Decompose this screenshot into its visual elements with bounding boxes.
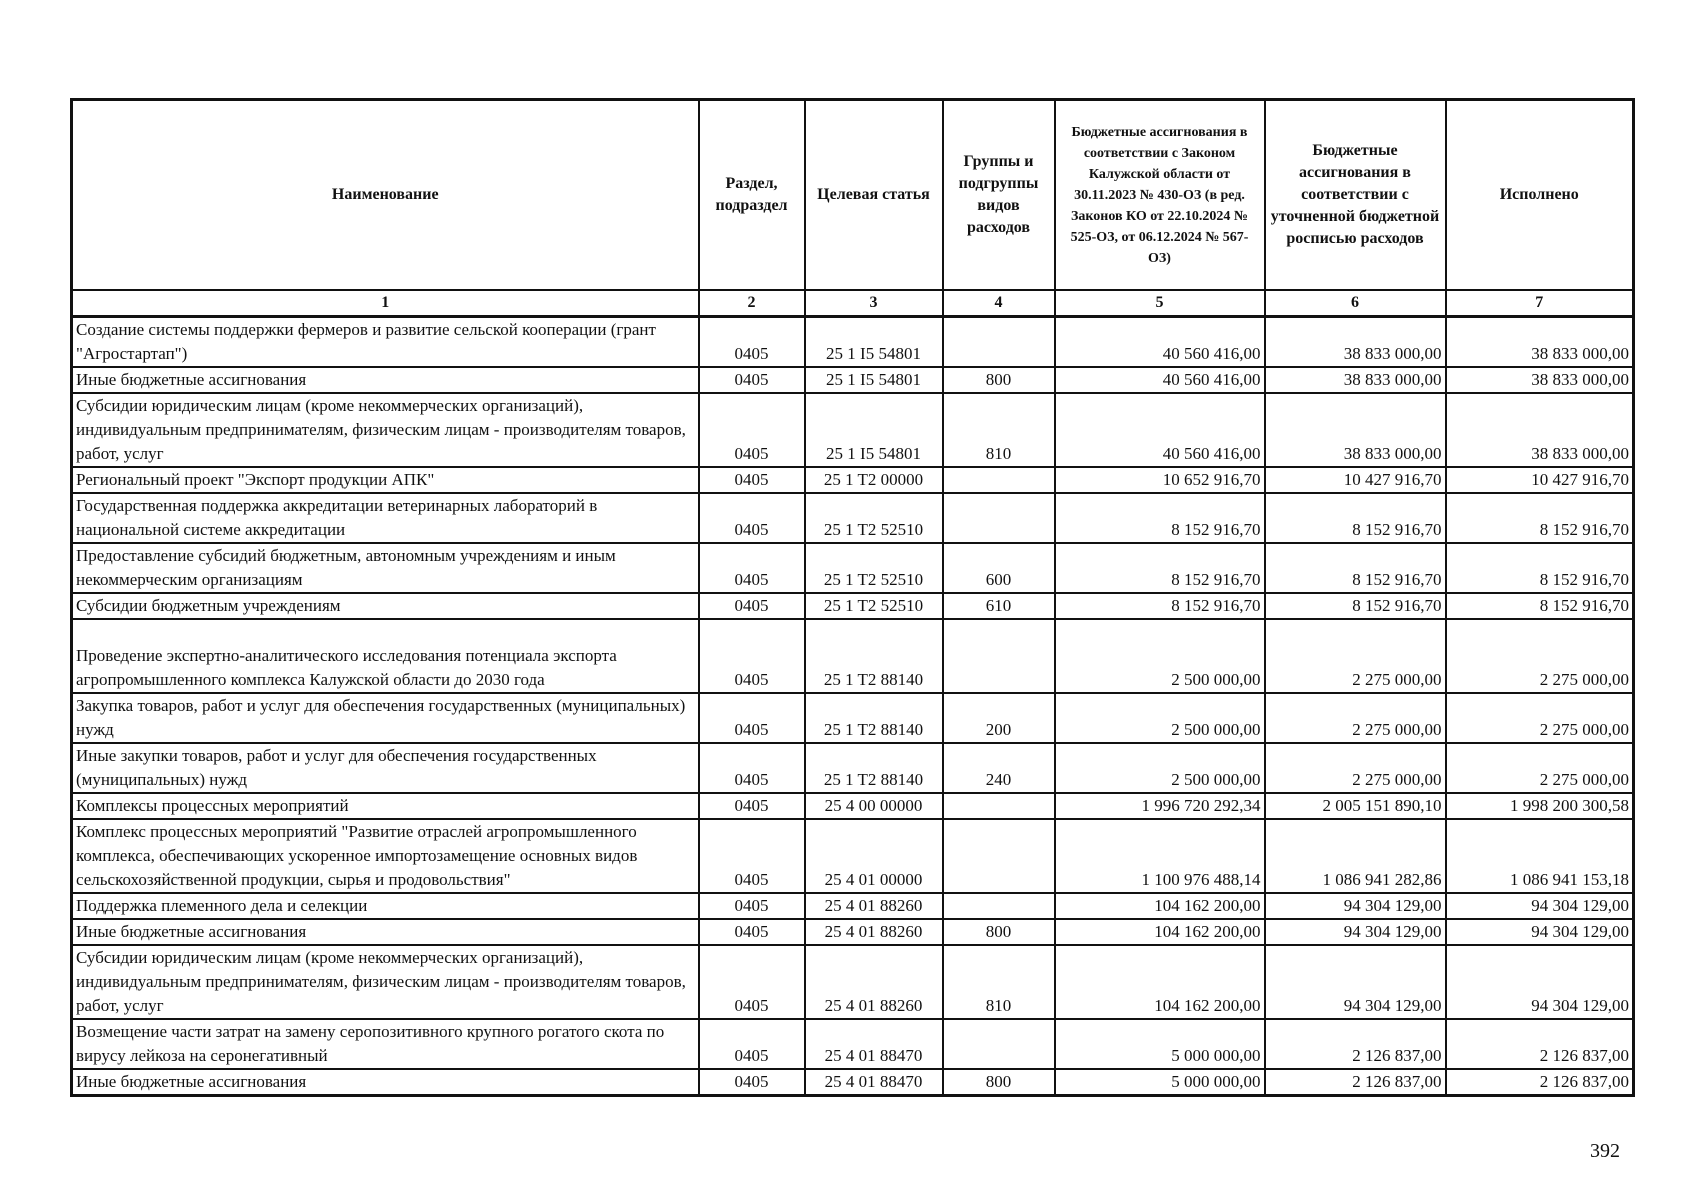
table-row <box>72 317 1634 368</box>
header-executed: Исполнено <box>1446 100 1634 291</box>
column-number: 4 <box>943 290 1055 317</box>
row-executed-amount-cell: 8 152 916,70 <box>1446 493 1634 543</box>
row-group-cell: 240 <box>943 743 1055 793</box>
row-refined-amount-cell: 8 152 916,70 <box>1265 543 1446 593</box>
row-article-cell: 25 4 01 88260 <box>805 945 943 1019</box>
row-article-cell: 25 4 01 88260 <box>805 893 943 919</box>
row-article-cell: 25 1 T2 52510 <box>805 543 943 593</box>
row-executed-amount-cell: 2 126 837,00 <box>1446 1069 1634 1096</box>
row-refined-amount-cell: 10 427 916,70 <box>1265 467 1446 493</box>
row-name-cell: Комплекс процессных мероприятий "Развитие отраслей агропромышленного комплекса, обеспечивающих ускоренное импортозамещение основных видов сельскохозяйственной продукции, сырья и продовольствия" <box>72 819 699 893</box>
row-law-amount-cell: 8 152 916,70 <box>1055 593 1265 619</box>
header-name: Наименование <box>72 100 699 291</box>
table-row <box>72 945 1634 1019</box>
row-name-cell: Комплексы процессных мероприятий <box>72 793 699 819</box>
row-refined-amount-cell: 8 152 916,70 <box>1265 493 1446 543</box>
row-group-cell <box>943 619 1055 693</box>
row-article-cell: 25 1 T2 88140 <box>805 619 943 693</box>
table-row <box>72 593 1634 619</box>
row-law-amount-cell: 2 500 000,00 <box>1055 693 1265 743</box>
row-law-amount-cell: 5 000 000,00 <box>1055 1019 1265 1069</box>
row-section-cell: 0405 <box>699 793 805 819</box>
row-group-cell: 800 <box>943 367 1055 393</box>
table-row <box>72 793 1634 819</box>
row-refined-amount-cell: 2 126 837,00 <box>1265 1019 1446 1069</box>
row-section-cell: 0405 <box>699 1019 805 1069</box>
row-executed-amount-cell: 2 126 837,00 <box>1446 1019 1634 1069</box>
row-group-cell: 800 <box>943 1069 1055 1096</box>
row-name-cell: Иные бюджетные ассигнования <box>72 1069 699 1096</box>
row-name-cell: Поддержка племенного дела и селекции <box>72 893 699 919</box>
row-name-cell: Региональный проект "Экспорт продукции АПК" <box>72 467 699 493</box>
row-group-cell: 800 <box>943 919 1055 945</box>
column-number: 5 <box>1055 290 1265 317</box>
row-refined-amount-cell: 2 126 837,00 <box>1265 1069 1446 1096</box>
row-section-cell: 0405 <box>699 367 805 393</box>
row-name-cell: Иные бюджетные ассигнования <box>72 367 699 393</box>
table-row <box>72 743 1634 793</box>
row-article-cell: 25 1 T2 52510 <box>805 593 943 619</box>
row-group-cell: 810 <box>943 393 1055 467</box>
column-number: 2 <box>699 290 805 317</box>
header-refined-allocations: Бюджетные ассигнования в соответствии с уточненной бюджетной росписью расходов <box>1265 100 1446 291</box>
row-group-cell: 610 <box>943 593 1055 619</box>
row-refined-amount-cell: 2 275 000,00 <box>1265 743 1446 793</box>
row-executed-amount-cell: 38 833 000,00 <box>1446 393 1634 467</box>
row-article-cell: 25 1 I5 54801 <box>805 317 943 368</box>
row-law-amount-cell: 1 996 720 292,34 <box>1055 793 1265 819</box>
row-section-cell: 0405 <box>699 743 805 793</box>
table-row <box>72 619 1634 693</box>
row-refined-amount-cell: 38 833 000,00 <box>1265 367 1446 393</box>
row-law-amount-cell: 8 152 916,70 <box>1055 493 1265 543</box>
row-executed-amount-cell: 2 275 000,00 <box>1446 693 1634 743</box>
row-section-cell: 0405 <box>699 543 805 593</box>
row-refined-amount-cell: 94 304 129,00 <box>1265 919 1446 945</box>
row-executed-amount-cell: 94 304 129,00 <box>1446 893 1634 919</box>
row-section-cell: 0405 <box>699 493 805 543</box>
row-refined-amount-cell: 94 304 129,00 <box>1265 893 1446 919</box>
column-number-row <box>72 290 1634 317</box>
row-name-cell: Субсидии юридическим лицам (кроме некоммерческих организаций), индивидуальным предпринимателям, физическим лицам - производителям товаров, работ, услуг <box>72 945 699 1019</box>
row-group-cell <box>943 467 1055 493</box>
row-name-cell: Иные закупки товаров, работ и услуг для обеспечения государственных (муниципальных) нужд <box>72 743 699 793</box>
table-row <box>72 893 1634 919</box>
row-article-cell: 25 1 I5 54801 <box>805 393 943 467</box>
table-row <box>72 1069 1634 1096</box>
row-law-amount-cell: 1 100 976 488,14 <box>1055 819 1265 893</box>
row-group-cell: 600 <box>943 543 1055 593</box>
row-law-amount-cell: 40 560 416,00 <box>1055 367 1265 393</box>
budget-table <box>70 98 1635 1097</box>
header-law-allocations: Бюджетные ассигнования в соответствии с Законом Калужской области от 30.11.2023 № 430-ОЗ (в ред. Законов КО от 22.10.2024 № 525-ОЗ, от 06.12.2024 № 567-ОЗ) <box>1055 100 1265 291</box>
row-article-cell: 25 4 00 00000 <box>805 793 943 819</box>
row-section-cell: 0405 <box>699 467 805 493</box>
row-section-cell: 0405 <box>699 819 805 893</box>
row-article-cell: 25 4 01 88470 <box>805 1019 943 1069</box>
row-executed-amount-cell: 8 152 916,70 <box>1446 593 1634 619</box>
row-section-cell: 0405 <box>699 1069 805 1096</box>
row-refined-amount-cell: 38 833 000,00 <box>1265 317 1446 368</box>
table-body <box>72 317 1634 1096</box>
row-law-amount-cell: 2 500 000,00 <box>1055 619 1265 693</box>
row-refined-amount-cell: 38 833 000,00 <box>1265 393 1446 467</box>
table-header-row <box>72 100 1634 291</box>
row-name-cell: Создание системы поддержки фермеров и развитие сельской кооперации (грант "Агростартап") <box>72 317 699 368</box>
row-executed-amount-cell: 8 152 916,70 <box>1446 543 1634 593</box>
row-name-cell: Закупка товаров, работ и услуг для обеспечения государственных (муниципальных) нужд <box>72 693 699 743</box>
row-law-amount-cell: 10 652 916,70 <box>1055 467 1265 493</box>
row-name-cell: Предоставление субсидий бюджетным, автономным учреждениям и иным некоммерческим организациям <box>72 543 699 593</box>
row-section-cell: 0405 <box>699 945 805 1019</box>
table-row <box>72 493 1634 543</box>
row-section-cell: 0405 <box>699 893 805 919</box>
row-executed-amount-cell: 2 275 000,00 <box>1446 743 1634 793</box>
page-number: 392 <box>1590 1140 1620 1162</box>
row-executed-amount-cell: 1 086 941 153,18 <box>1446 819 1634 893</box>
row-article-cell: 25 1 T2 52510 <box>805 493 943 543</box>
row-executed-amount-cell: 94 304 129,00 <box>1446 945 1634 1019</box>
row-name-cell: Проведение экспертно-аналитического исследования потенциала экспорта агропромышленного комплекса Калужской области до 2030 года <box>72 619 699 693</box>
row-name-cell: Возмещение части затрат на замену серопозитивного крупного рогатого скота по вирусу лейкоза на серонегативный <box>72 1019 699 1069</box>
row-group-cell: 810 <box>943 945 1055 1019</box>
row-executed-amount-cell: 94 304 129,00 <box>1446 919 1634 945</box>
row-group-cell: 200 <box>943 693 1055 743</box>
column-number: 1 <box>72 290 699 317</box>
row-section-cell: 0405 <box>699 317 805 368</box>
row-section-cell: 0405 <box>699 619 805 693</box>
table-row <box>72 467 1634 493</box>
row-name-cell: Субсидии юридическим лицам (кроме некоммерческих организаций), индивидуальным предпринимателям, физическим лицам - производителям товаров, работ, услуг <box>72 393 699 467</box>
table-row <box>72 543 1634 593</box>
row-law-amount-cell: 104 162 200,00 <box>1055 919 1265 945</box>
row-law-amount-cell: 40 560 416,00 <box>1055 317 1265 368</box>
table-row <box>72 693 1634 743</box>
row-law-amount-cell: 8 152 916,70 <box>1055 543 1265 593</box>
table-row <box>72 919 1634 945</box>
row-section-cell: 0405 <box>699 593 805 619</box>
column-number: 6 <box>1265 290 1446 317</box>
header-section: Раздел, подраздел <box>699 100 805 291</box>
row-group-cell <box>943 1019 1055 1069</box>
row-article-cell: 25 4 01 88470 <box>805 1069 943 1096</box>
row-article-cell: 25 1 I5 54801 <box>805 367 943 393</box>
column-number: 7 <box>1446 290 1634 317</box>
row-section-cell: 0405 <box>699 919 805 945</box>
row-law-amount-cell: 104 162 200,00 <box>1055 945 1265 1019</box>
table-row <box>72 393 1634 467</box>
row-law-amount-cell: 40 560 416,00 <box>1055 393 1265 467</box>
row-executed-amount-cell: 38 833 000,00 <box>1446 367 1634 393</box>
column-number: 3 <box>805 290 943 317</box>
row-group-cell <box>943 793 1055 819</box>
row-law-amount-cell: 2 500 000,00 <box>1055 743 1265 793</box>
row-article-cell: 25 4 01 88260 <box>805 919 943 945</box>
row-article-cell: 25 1 T2 88140 <box>805 693 943 743</box>
row-refined-amount-cell: 1 086 941 282,86 <box>1265 819 1446 893</box>
budget-table-container <box>70 98 1632 1097</box>
row-group-cell <box>943 493 1055 543</box>
row-group-cell <box>943 893 1055 919</box>
row-executed-amount-cell: 10 427 916,70 <box>1446 467 1634 493</box>
row-refined-amount-cell: 2 005 151 890,10 <box>1265 793 1446 819</box>
row-name-cell: Субсидии бюджетным учреждениям <box>72 593 699 619</box>
table-row <box>72 819 1634 893</box>
row-refined-amount-cell: 8 152 916,70 <box>1265 593 1446 619</box>
row-law-amount-cell: 5 000 000,00 <box>1055 1069 1265 1096</box>
row-refined-amount-cell: 94 304 129,00 <box>1265 945 1446 1019</box>
row-refined-amount-cell: 2 275 000,00 <box>1265 619 1446 693</box>
row-executed-amount-cell: 1 998 200 300,58 <box>1446 793 1634 819</box>
row-article-cell: 25 4 01 00000 <box>805 819 943 893</box>
row-group-cell <box>943 819 1055 893</box>
row-name-cell: Иные бюджетные ассигнования <box>72 919 699 945</box>
table-row <box>72 1019 1634 1069</box>
row-executed-amount-cell: 38 833 000,00 <box>1446 317 1634 368</box>
header-group: Группы и подгруппы видов расходов <box>943 100 1055 291</box>
row-law-amount-cell: 104 162 200,00 <box>1055 893 1265 919</box>
table-row <box>72 367 1634 393</box>
row-section-cell: 0405 <box>699 693 805 743</box>
row-refined-amount-cell: 2 275 000,00 <box>1265 693 1446 743</box>
row-name-cell: Государственная поддержка аккредитации ветеринарных лабораторий в национальной системе аккредитации <box>72 493 699 543</box>
row-article-cell: 25 1 T2 00000 <box>805 467 943 493</box>
row-section-cell: 0405 <box>699 393 805 467</box>
row-group-cell <box>943 317 1055 368</box>
row-executed-amount-cell: 2 275 000,00 <box>1446 619 1634 693</box>
header-article: Целевая статья <box>805 100 943 291</box>
row-article-cell: 25 1 T2 88140 <box>805 743 943 793</box>
